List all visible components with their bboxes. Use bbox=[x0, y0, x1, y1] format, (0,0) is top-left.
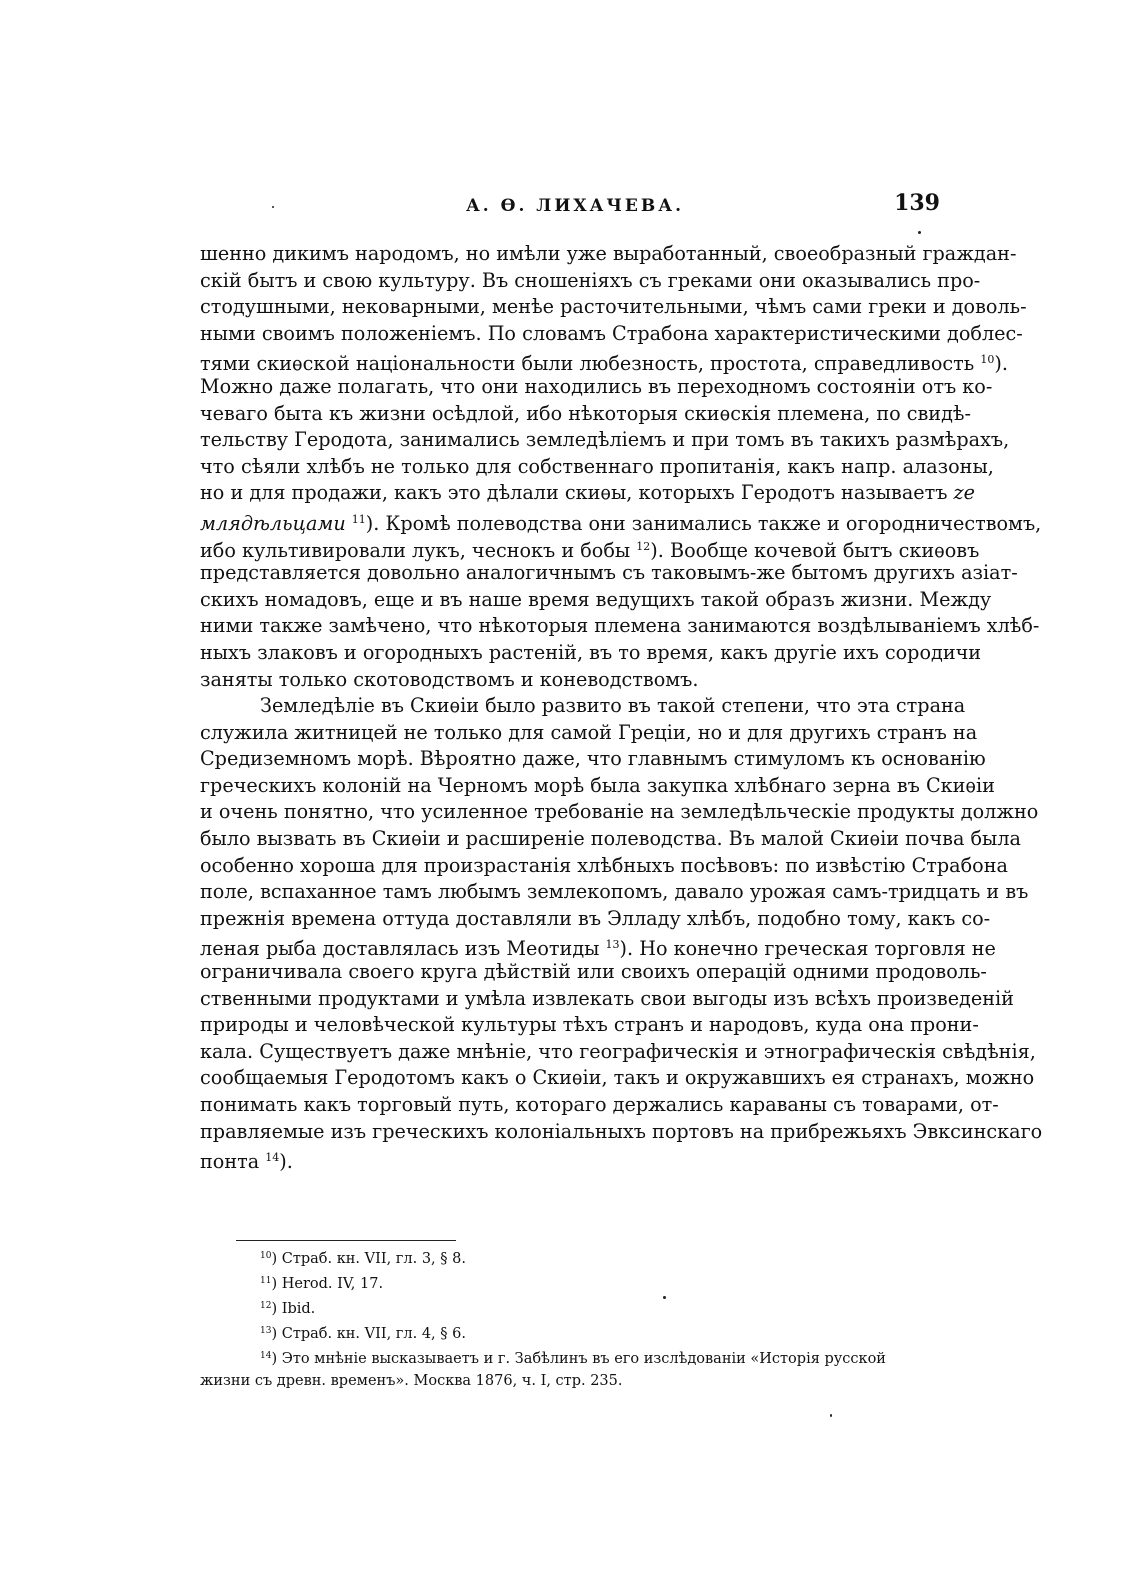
text-line: Средиземномъ морѣ. Вѣроятно даже, что главнымъ стимуломъ къ основанію bbox=[200, 747, 986, 771]
text-line: млядѣльцами $^{11}$). Кромѣ полеводства они занимались также и огородничествомъ, bbox=[200, 511, 1042, 535]
text-line: что сѣяли хлѣбъ не только для собственнаго пропитанія, какъ напр. алазоны, bbox=[200, 454, 994, 478]
print-speck bbox=[272, 206, 274, 208]
footnote-11: $^{11}$) Herod. IV, 17. bbox=[260, 1276, 384, 1292]
footnote-13: $^{13}$) Страб. кн. VII, гл. 4, § 6. bbox=[260, 1326, 466, 1342]
text-line: греческихъ колоній на Черномъ морѣ была закупка хлѣбнаго зерна въ Скиѳіи bbox=[200, 773, 995, 797]
text-line: служила житницей не только для самой Греціи, но и для другихъ странъ на bbox=[200, 720, 978, 744]
text-line: и очень понятно, что усиленное требованіе на земледѣльческіе продукты должно bbox=[200, 800, 1039, 824]
text-line: тями скиѳской національности были любезность, простота, справедливость $^{10}$). bbox=[200, 352, 1008, 376]
text-line: поле, вспаханное тамъ любымъ землекопомъ, давало урожая самъ-тридцать и въ bbox=[200, 880, 1029, 904]
footnote-ref[interactable]: 12 bbox=[636, 539, 651, 553]
text-line: леная рыба доставлялась изъ Меотиды $^{13}$). Но конечно греческая торговля не bbox=[200, 937, 996, 961]
footnote-ref[interactable]: 11 bbox=[351, 512, 366, 526]
text-line: чеваго быта къ жизни осѣдлой, ибо нѣкоторыя скиѳскія племена, по свидѣ- bbox=[200, 401, 971, 425]
footnote-divider bbox=[236, 1240, 456, 1241]
text-line: понимать какъ торговый путь, котораго держались караваны съ товарами, от- bbox=[200, 1093, 999, 1116]
print-speck bbox=[830, 1414, 832, 1417]
text-line: стодушными, нековарными, менѣе расточительными, чѣмъ сами греки и доволь- bbox=[200, 295, 1027, 319]
footnotes bbox=[200, 1245, 930, 1392]
text-line: ибо культивировали лукъ, чеснокъ и бобы $^{12}$). Вообще кочевой бытъ скиѳовъ bbox=[200, 538, 980, 562]
text-line: ными своимъ положеніемъ. По словамъ Страбона характеристическими доблес- bbox=[200, 321, 1023, 345]
text-line: сообщаемыя Геродотомъ какъ о Скиѳіи, такъ и окружавшихъ ея странахъ, можно bbox=[200, 1066, 1035, 1090]
text-line: ограничивала своего круга дѣйствій или своихъ операцій одними продоволь- bbox=[200, 960, 987, 984]
text-line: ними также замѣчено, что нѣкоторыя племена занимаются воздѣлываніемъ хлѣб- bbox=[200, 614, 1040, 638]
text-line: скій бытъ и свою культуру. Въ сношеніяхъ съ греками они оказывались про- bbox=[200, 268, 981, 292]
text-line: прежнія времена оттуда доставляли въ Элладу хлѣбъ, подобно тому, какъ со- bbox=[200, 906, 991, 930]
text-line: кала. Существуетъ даже мнѣніе, что географическія и этнографическія свѣдѣнія, bbox=[200, 1039, 1036, 1063]
text-line: правляемые изъ греческихъ колоніальныхъ портовъ на прибрежьяхъ Эвксинскаго bbox=[200, 1119, 1043, 1143]
footnote-ref[interactable]: 10 bbox=[980, 353, 995, 367]
running-header: А. Ө. ЛИХАЧЕВА. bbox=[465, 196, 685, 216]
text-line: скихъ номадовъ, еще и въ наше время ведущихъ такой образъ жизни. Между bbox=[200, 587, 992, 611]
text-line: ственными продуктами и умѣла извлекать свои выгоды изъ всѣхъ произведеній bbox=[200, 986, 1014, 1010]
print-speck bbox=[663, 1296, 666, 1299]
footnote-10: $^{10}$) Страб. кн. VII, гл. 3, § 8. bbox=[260, 1251, 466, 1267]
footnote-ref[interactable]: 13 bbox=[605, 938, 620, 952]
text-line: тельству Геродота, занимались земледѣліемъ и при томъ въ такихъ размѣрахъ, bbox=[200, 428, 1010, 452]
text-line: понта $^{14}$). bbox=[200, 1150, 293, 1174]
text-line: особенно хороша для произрастанія хлѣбныхъ посѣвовъ: по извѣстію Страбона bbox=[200, 853, 1008, 877]
page-number: 139 bbox=[894, 190, 940, 216]
body-text bbox=[200, 241, 1043, 1174]
text-line: Земледѣліе въ Скиѳіи было развито въ такой степени, что эта страна bbox=[260, 694, 966, 718]
text-line: заняты только скотоводствомъ и коневодствомъ. bbox=[200, 667, 699, 691]
footnote-14: $^{14}$) Это мнѣніе высказываетъ и г. Забѣлинъ въ его изслѣдованіи «Исторія русской bbox=[260, 1351, 886, 1367]
text-line: природы и человѣческой культуры тѣхъ странъ и народовъ, куда она прони- bbox=[200, 1013, 979, 1037]
text-line: шенно дикимъ народомъ, но имѣли уже выработанный, своеобразный граждан- bbox=[200, 242, 1017, 265]
footnote-12: $^{12}$) Ibid. bbox=[260, 1301, 316, 1317]
text-line: Можно даже полагать, что они находились въ переходномъ состояніи отъ ко- bbox=[200, 374, 993, 398]
text-line: ныхъ злаковъ и огородныхъ растеній, въ то время, какъ другіе ихъ сородичи bbox=[200, 640, 982, 664]
text-line: представляется довольно аналогичнымъ съ таковымъ-же бытомъ другихъ азіат- bbox=[200, 561, 1018, 585]
footnote-14-continuation: жизни съ древн. временъ». Москва 1876, ч. I, стр. 235. bbox=[200, 1373, 623, 1389]
text-line: но и для продажи, какъ это дѣлали скиѳы, которыхъ Геродотъ называетъ ze bbox=[200, 481, 976, 505]
print-speck bbox=[918, 231, 921, 234]
text-line: было вызвать въ Скиѳіи и расширеніе полеводства. Въ малой Скиѳіи почва была bbox=[200, 827, 1021, 851]
footnote-ref[interactable]: 14 bbox=[265, 1151, 280, 1165]
